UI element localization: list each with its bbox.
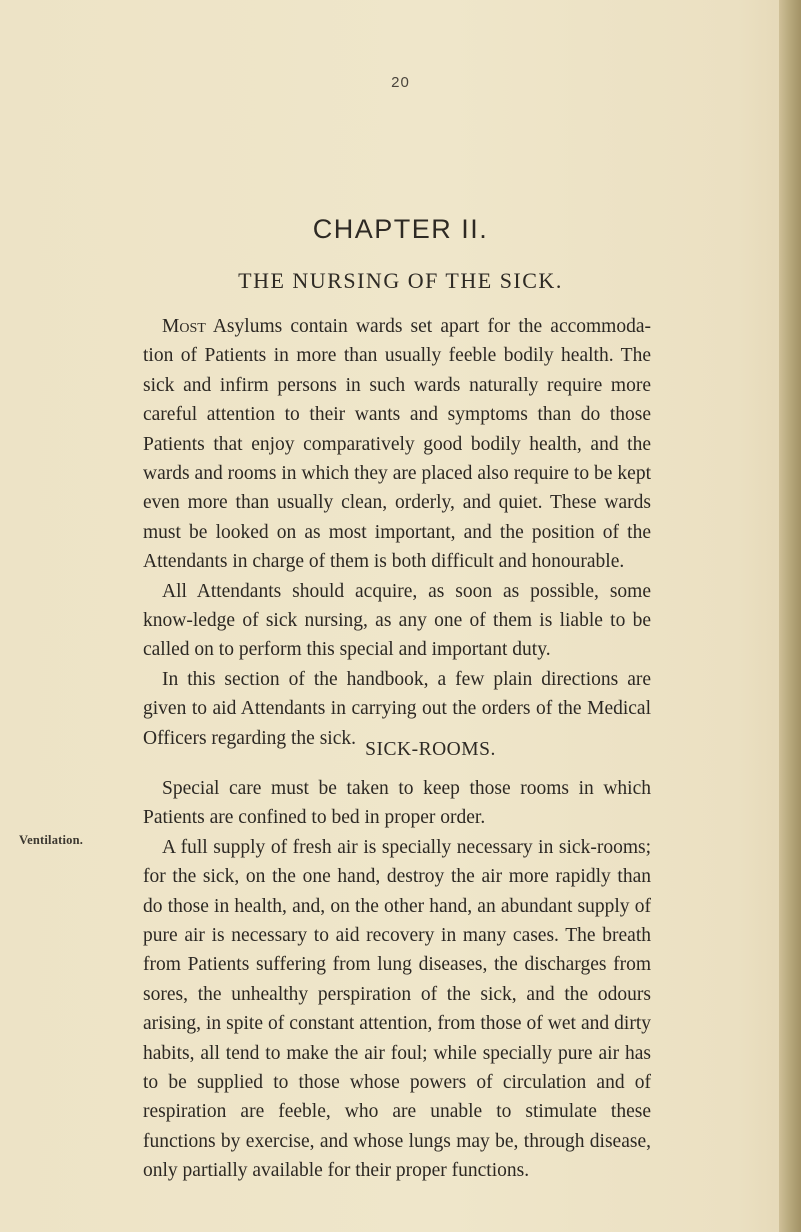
intro-paragraph-3: In this section of the handbook, a few plain directions are given to aid Attendants in carrying out the orders of the Medical Officers regarding the sick.	[143, 668, 651, 749]
intro-text	[143, 312, 651, 753]
chapter-title: CHAPTER II.	[312, 214, 489, 244]
intro-paragraph-1	[143, 312, 651, 577]
section-title: THE NURSING OF THE SICK.	[238, 268, 563, 293]
drop-word: Most	[162, 316, 206, 337]
sick-rooms-paragraph-1: Special care must be taken to keep those rooms in which Patients are confined to bed in proper order.	[143, 778, 651, 829]
page-edge-shadow	[779, 0, 801, 1232]
intro-paragraph-2: All Attendants should acquire, as soon as possible, some know-ledge of sick nursing, as any one of them is liable to be called on to perform this special and important duty.	[143, 580, 651, 661]
intro-paragraph-1-body: Asylums contain wards set apart for the accommoda-tion of Patients in more than usually feeble bodily health. The sick and infirm persons in such wards naturally require more careful attention to their wants and symptoms than do those Patients that enjoy comparatively good bodily health, and the wards and rooms in which they are placed also require to be kept even more than usually clean, orderly, and quiet. These wards must be looked on as most important, and the position of the Attendants in charge of them is both difficult and honourable.	[143, 316, 651, 573]
page-number: 20	[391, 74, 410, 91]
margin-note-ventilation: Ventilation.	[19, 833, 84, 847]
sick-rooms-heading: SICK-ROOMS.	[365, 739, 496, 760]
ventilation-paragraph: A full supply of fresh air is specially necessary in sick-rooms; for the sick, on the one hand, destroy the air more rapidly than do those in health, and, on the other hand, an abundant supply of pure air is necessary to aid recovery in many cases. The breath from Patients suffering from lung diseases, the discharges from sores, the unhealthy perspiration of the sick, and the odours arising, in spite of constant attention, from those of wet and dirty habits, all tend to make the air foul; while specially pure air has to be supplied to those whose powers of circulation and of respiration are feeble, who are unable to stimulate these functions by exercise, and whose lungs may be, through disease, only partially available for their proper functions.	[143, 836, 651, 1182]
sick-rooms-text	[143, 774, 651, 1186]
